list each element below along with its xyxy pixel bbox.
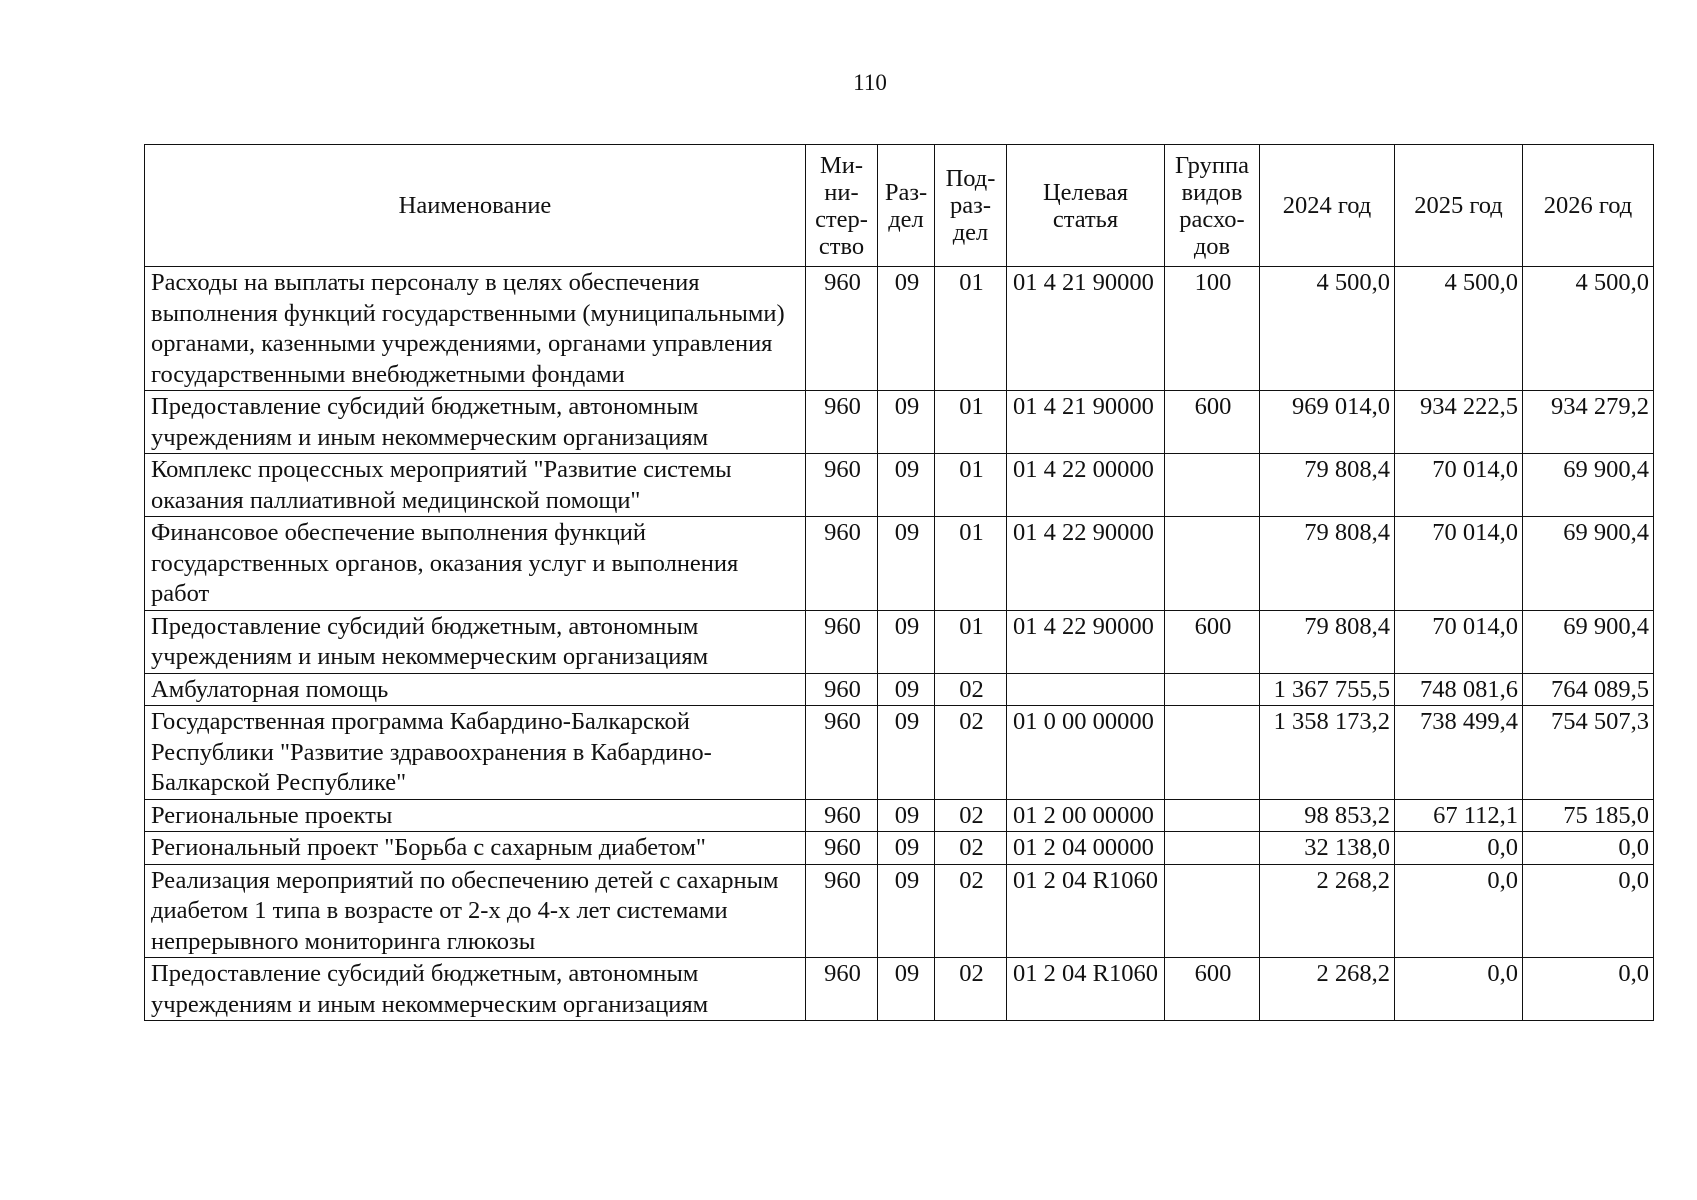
cell-section: 09: [878, 610, 935, 673]
budget-table: [144, 144, 1654, 1021]
cell-name: Предоставление субсидий бюджетным, автономным учреждениям и иным некоммерческим организациям: [145, 958, 806, 1021]
cell-name: Расходы на выплаты персоналу в целях обеспечения выполнения функций государственными (муниципальными) органами, казенными учреждениями, органами управления государственными внебюджетными фондами: [145, 267, 806, 391]
table-row: [145, 706, 1654, 800]
cell-target: 01 2 04 00000: [1007, 832, 1165, 865]
cell-name: Предоставление субсидий бюджетным, автономным учреждениям и иным некоммерческим организациям: [145, 610, 806, 673]
header-group: Группа видов расхо- дов: [1165, 145, 1260, 267]
cell-name: Финансовое обеспечение выполнения функций государственных органов, оказания услуг и выполнения работ: [145, 517, 806, 611]
cell-y2026: 75 185,0: [1523, 799, 1654, 832]
cell-target: 01 4 22 90000: [1007, 517, 1165, 611]
cell-group: [1165, 673, 1260, 706]
cell-group: [1165, 517, 1260, 611]
cell-section: 09: [878, 517, 935, 611]
cell-y2025: 67 112,1: [1395, 799, 1523, 832]
cell-y2024: 1 358 173,2: [1260, 706, 1395, 800]
cell-y2026: 934 279,2: [1523, 391, 1654, 454]
cell-y2026: 69 900,4: [1523, 517, 1654, 611]
table-row: [145, 958, 1654, 1021]
cell-ministry: 960: [806, 391, 878, 454]
cell-target: 01 2 04 R1060: [1007, 958, 1165, 1021]
cell-group: [1165, 832, 1260, 865]
cell-name: Предоставление субсидий бюджетным, автономным учреждениям и иным некоммерческим организациям: [145, 391, 806, 454]
cell-y2024: 4 500,0: [1260, 267, 1395, 391]
table-row: [145, 673, 1654, 706]
cell-y2024: 32 138,0: [1260, 832, 1395, 865]
cell-group: 600: [1165, 610, 1260, 673]
cell-section: 09: [878, 706, 935, 800]
cell-y2024: 98 853,2: [1260, 799, 1395, 832]
cell-y2025: 0,0: [1395, 864, 1523, 958]
table-row: [145, 517, 1654, 611]
header-2026: 2026 год: [1523, 145, 1654, 267]
cell-y2025: 0,0: [1395, 832, 1523, 865]
header-name: Наименование: [145, 145, 806, 267]
table-row: [145, 391, 1654, 454]
cell-ministry: 960: [806, 799, 878, 832]
table-row: [145, 799, 1654, 832]
cell-y2026: 0,0: [1523, 958, 1654, 1021]
cell-ministry: 960: [806, 958, 878, 1021]
cell-ministry: 960: [806, 673, 878, 706]
cell-section: 09: [878, 267, 935, 391]
cell-y2025: 70 014,0: [1395, 454, 1523, 517]
cell-y2024: 1 367 755,5: [1260, 673, 1395, 706]
cell-group: [1165, 864, 1260, 958]
cell-group: 100: [1165, 267, 1260, 391]
cell-y2025: 70 014,0: [1395, 517, 1523, 611]
cell-ministry: 960: [806, 610, 878, 673]
cell-y2026: 754 507,3: [1523, 706, 1654, 800]
table-row: [145, 454, 1654, 517]
cell-y2025: 748 081,6: [1395, 673, 1523, 706]
cell-y2025: 934 222,5: [1395, 391, 1523, 454]
cell-subsection: 02: [935, 673, 1007, 706]
cell-subsection: 01: [935, 517, 1007, 611]
cell-group: [1165, 706, 1260, 800]
cell-group: 600: [1165, 391, 1260, 454]
cell-subsection: 02: [935, 799, 1007, 832]
cell-name: Государственная программа Кабардино-Балкарской Республики "Развитие здравоохранения в Кабардино-Балкарской Республике": [145, 706, 806, 800]
cell-group: [1165, 454, 1260, 517]
header-2025: 2025 год: [1395, 145, 1523, 267]
cell-target: 01 4 22 90000: [1007, 610, 1165, 673]
cell-ministry: 960: [806, 267, 878, 391]
cell-ministry: 960: [806, 832, 878, 865]
cell-section: 09: [878, 958, 935, 1021]
cell-subsection: 01: [935, 391, 1007, 454]
table-row: [145, 864, 1654, 958]
cell-subsection: 01: [935, 454, 1007, 517]
cell-y2025: 4 500,0: [1395, 267, 1523, 391]
table-header-row: [145, 145, 1654, 267]
cell-y2025: 738 499,4: [1395, 706, 1523, 800]
cell-group: [1165, 799, 1260, 832]
cell-target: 01 4 22 00000: [1007, 454, 1165, 517]
table-row: [145, 267, 1654, 391]
cell-ministry: 960: [806, 454, 878, 517]
page-number: 110: [853, 70, 887, 95]
cell-y2025: 0,0: [1395, 958, 1523, 1021]
cell-section: 09: [878, 799, 935, 832]
cell-y2026: 0,0: [1523, 832, 1654, 865]
cell-subsection: 02: [935, 706, 1007, 800]
cell-ministry: 960: [806, 864, 878, 958]
cell-target: 01 2 04 R1060: [1007, 864, 1165, 958]
cell-y2024: 2 268,2: [1260, 958, 1395, 1021]
cell-subsection: 01: [935, 267, 1007, 391]
cell-y2024: 2 268,2: [1260, 864, 1395, 958]
cell-section: 09: [878, 832, 935, 865]
cell-y2026: 69 900,4: [1523, 610, 1654, 673]
cell-name: Реализация мероприятий по обеспечению детей с сахарным диабетом 1 типа в возрасте от 2-х до 4-х лет системами непрерывного мониторинга глюкозы: [145, 864, 806, 958]
cell-y2026: 764 089,5: [1523, 673, 1654, 706]
cell-name: Комплекс процессных мероприятий "Развитие системы оказания паллиативной медицинской помощи": [145, 454, 806, 517]
cell-y2026: 0,0: [1523, 864, 1654, 958]
cell-target: 01 0 00 00000: [1007, 706, 1165, 800]
cell-section: 09: [878, 673, 935, 706]
table-row: [145, 610, 1654, 673]
cell-ministry: 960: [806, 517, 878, 611]
cell-section: 09: [878, 454, 935, 517]
header-subsection: Под- раз- дел: [935, 145, 1007, 267]
header-ministry: Ми- ни- стер- ство: [806, 145, 878, 267]
header-section: Раз- дел: [878, 145, 935, 267]
cell-subsection: 02: [935, 864, 1007, 958]
table-row: [145, 832, 1654, 865]
cell-y2024: 79 808,4: [1260, 517, 1395, 611]
cell-section: 09: [878, 391, 935, 454]
cell-y2025: 70 014,0: [1395, 610, 1523, 673]
cell-target: 01 2 00 00000: [1007, 799, 1165, 832]
cell-name: Региональные проекты: [145, 799, 806, 832]
cell-section: 09: [878, 864, 935, 958]
cell-y2026: 69 900,4: [1523, 454, 1654, 517]
cell-name: Амбулаторная помощь: [145, 673, 806, 706]
cell-subsection: 02: [935, 832, 1007, 865]
cell-y2024: 969 014,0: [1260, 391, 1395, 454]
cell-target: [1007, 673, 1165, 706]
cell-y2026: 4 500,0: [1523, 267, 1654, 391]
cell-y2024: 79 808,4: [1260, 454, 1395, 517]
cell-target: 01 4 21 90000: [1007, 391, 1165, 454]
cell-target: 01 4 21 90000: [1007, 267, 1165, 391]
cell-ministry: 960: [806, 706, 878, 800]
header-2024: 2024 год: [1260, 145, 1395, 267]
cell-subsection: 02: [935, 958, 1007, 1021]
cell-y2024: 79 808,4: [1260, 610, 1395, 673]
cell-subsection: 01: [935, 610, 1007, 673]
cell-group: 600: [1165, 958, 1260, 1021]
header-target: Целевая статья: [1007, 145, 1165, 267]
cell-name: Региональный проект "Борьба с сахарным диабетом": [145, 832, 806, 865]
